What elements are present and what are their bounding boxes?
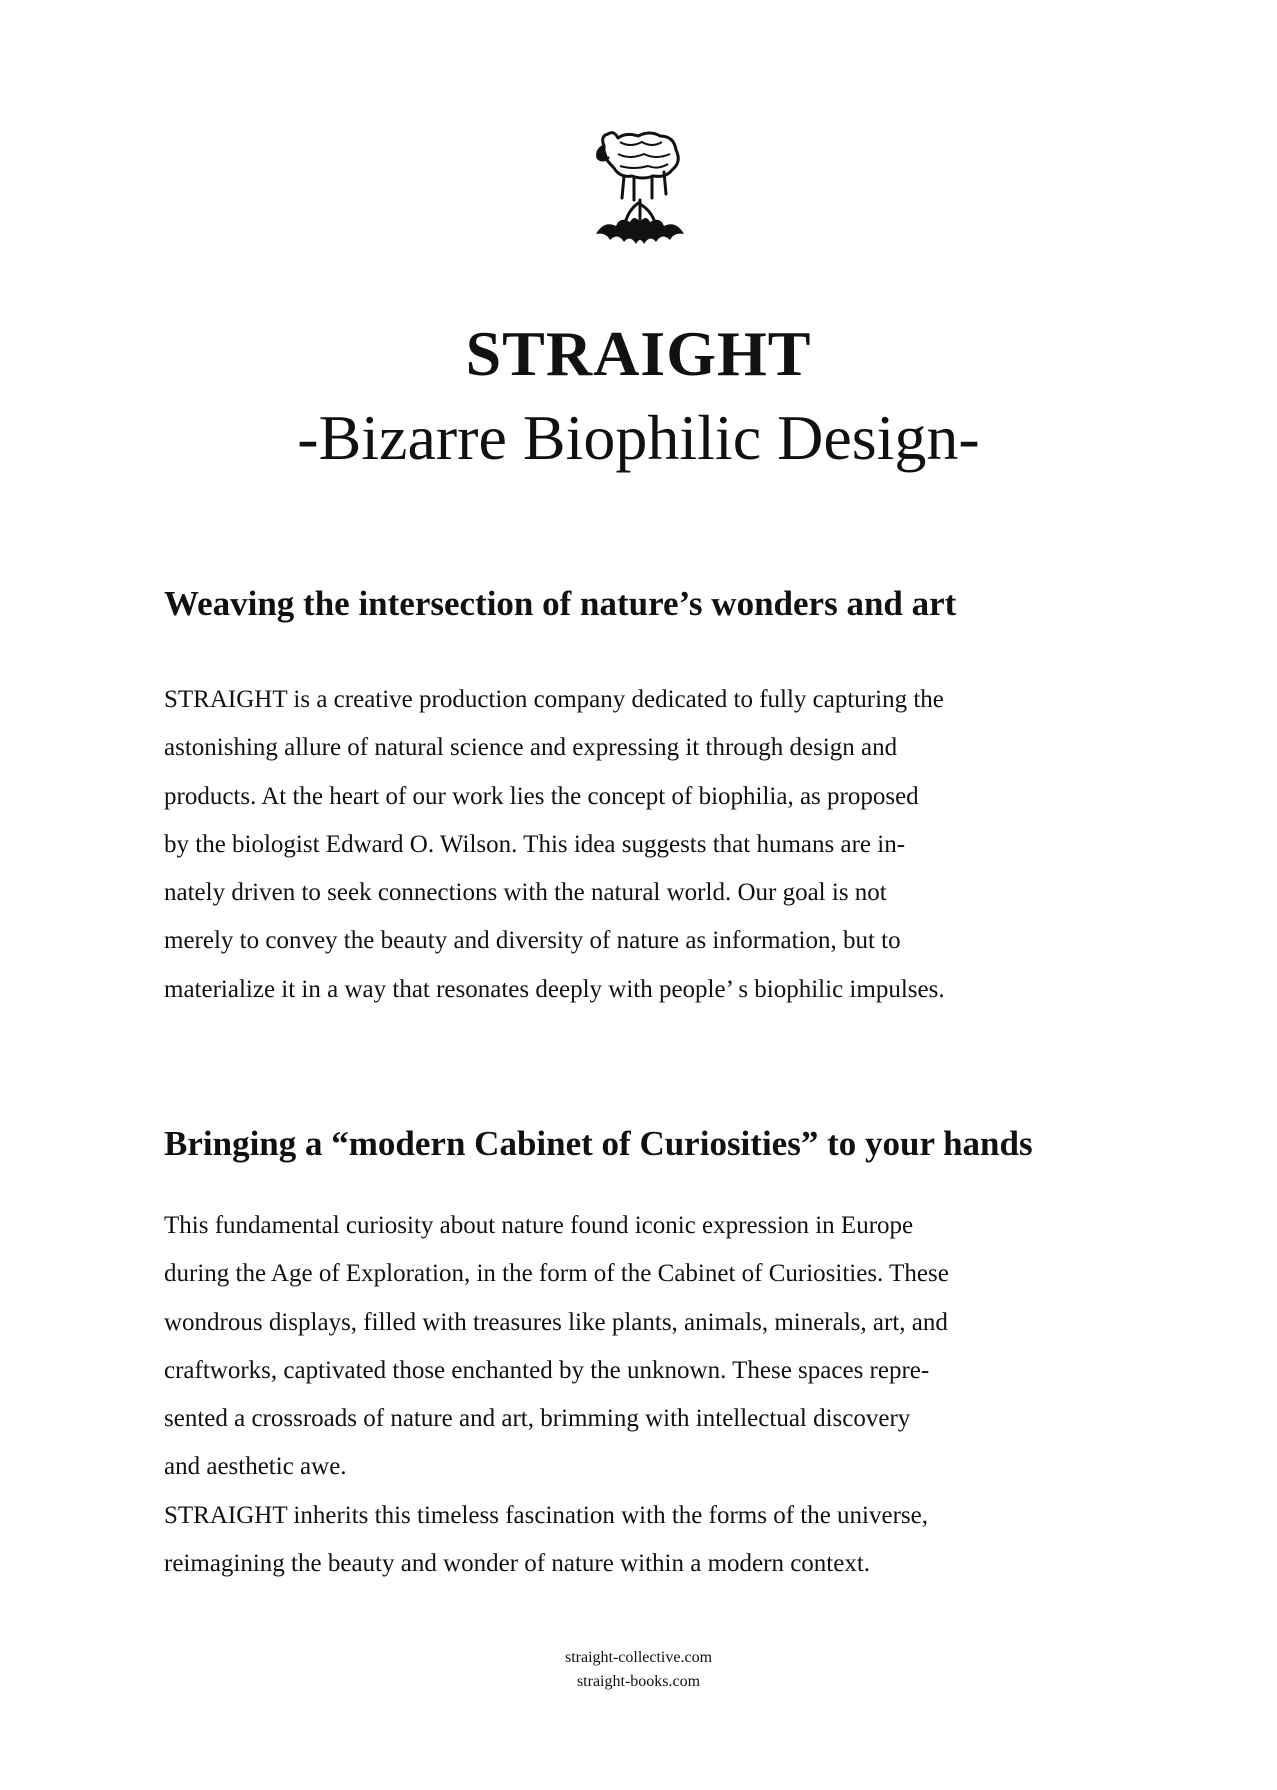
paragraph-line: products. At the heart of our work lies the concept of biophilia, as proposed (164, 782, 919, 810)
paragraph-line: astonishing allure of natural science and expressing it through design and (164, 734, 898, 762)
section-paragraph-weaving (164, 676, 1124, 1014)
paragraph-line: materialize it in a way that resonates deeply with people’ s biophilic impulses. (164, 975, 945, 1003)
paragraph-line: STRAIGHT is a creative production company dedicated to fully capturing the (164, 686, 944, 713)
page-title: STRAIGHT (465, 318, 812, 389)
paragraph-line: nately driven to seek connections with the natural world. Our goal is not (164, 879, 887, 907)
paragraph-line: by the biologist Edward O. Wilson. This idea suggests that humans are in- (164, 830, 906, 858)
sheep-on-plant-icon (590, 128, 690, 250)
paragraph-line: This fundamental curiosity about nature found iconic expression in Europe (164, 1212, 914, 1239)
paragraph-line: reimagining the beauty and wonder of nature within a modern context. (164, 1550, 871, 1578)
footer (0, 1646, 1277, 1694)
section-paragraph-cabinet (164, 1202, 1124, 1588)
paragraph-line: and aesthetic awe. (164, 1453, 347, 1481)
footer-link-books[interactable]: straight-books.com (576, 1673, 701, 1690)
page-subtitle: -Bizarre Biophilic Design- (297, 402, 980, 473)
section-heading-cabinet: Bringing a “modern Cabinet of Curiosities” to your hands (164, 1124, 1033, 1163)
paragraph-line: during the Age of Exploration, in the form of the Cabinet of Curiosities. These (164, 1260, 949, 1288)
paragraph-line: craftworks, captivated those enchanted by the unknown. These spaces repre- (164, 1356, 930, 1384)
section-heading-weaving: Weaving the intersection of nature’s wonders and art (164, 584, 957, 623)
paragraph-line: merely to convey the beauty and diversity of nature as information, but to (164, 927, 901, 955)
paragraph-line: STRAIGHT inherits this timeless fascination with the forms of the universe, (164, 1501, 929, 1529)
paragraph-line: sented a crossroads of nature and art, brimming with intellectual discovery (164, 1405, 911, 1433)
footer-link-collective[interactable]: straight-collective.com (564, 1649, 713, 1666)
paragraph-line: wondrous displays, filled with treasures like plants, animals, minerals, art, and (164, 1308, 948, 1336)
